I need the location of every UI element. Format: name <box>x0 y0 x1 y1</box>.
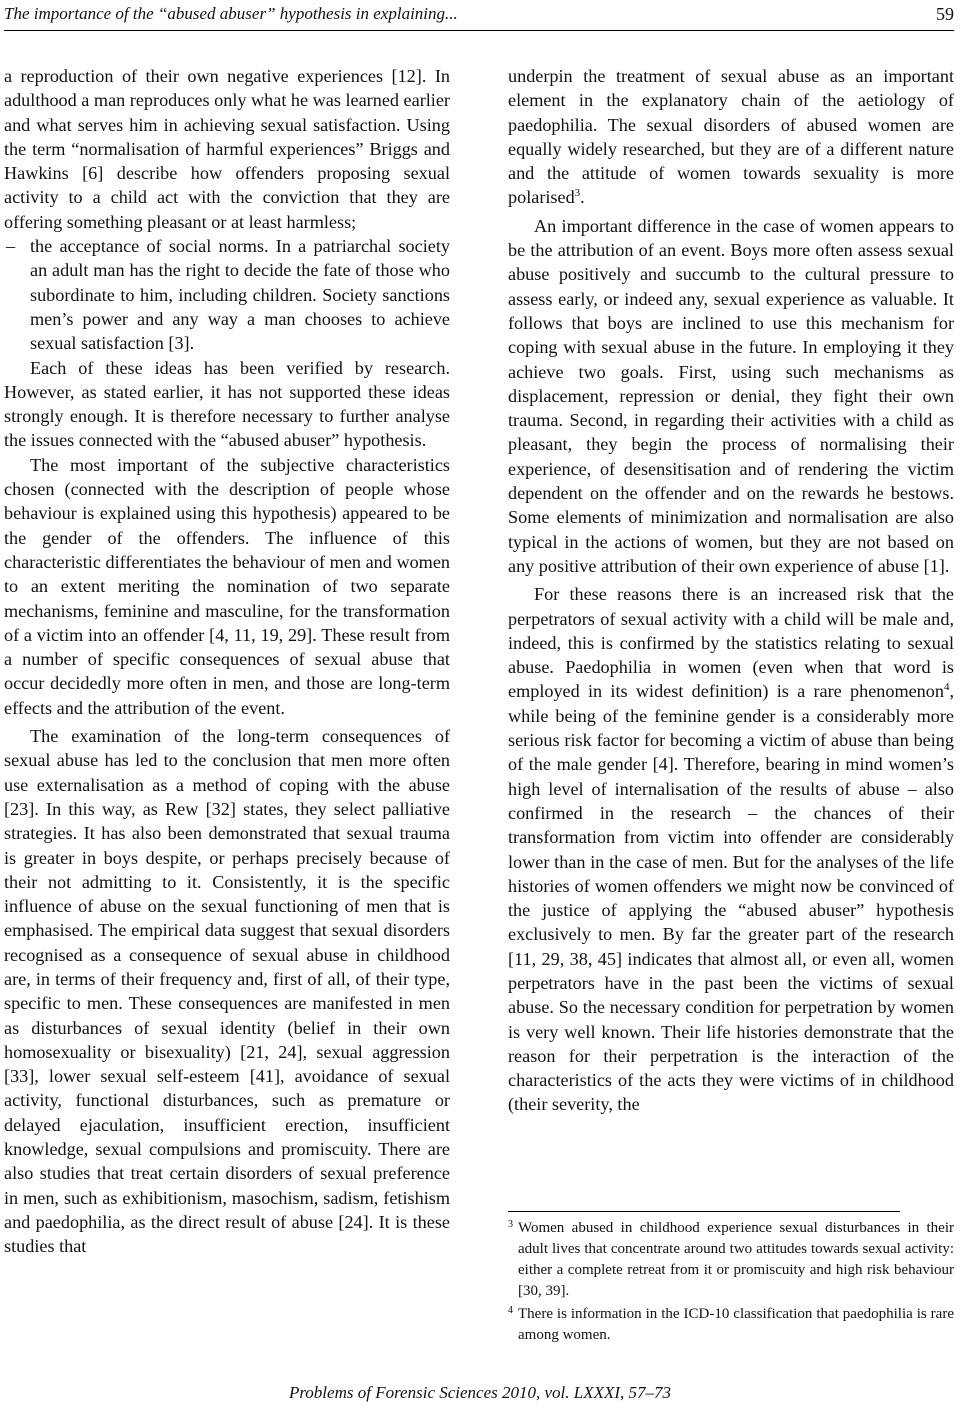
paragraph <box>508 582 954 1117</box>
paragraph-text: , while being of the feminine gender is a considerably more serious risk factor for becoming a victim of abuse than being of the male gender [4]. Therefore, bearing in mind women’s high level of internalisation of the results of abuse – also confirmed in the research – the chances of their transformation from victim into offender are considerably lower than in the case of men. But for the analyses of the life histories of women offenders we might now be convinced of the justice of applying the “abused abuser” hypothesis exclusively to men. By far the greater part of the research [11, 29, 38, 45] indicates that almost all, or even all, women perpetrators have in the past been the victims of sexual abuse. So the necessary condition for perpetration by women is very well known. Their life histories demonstrate that the reason for their perpetration is the interaction of the characteristics of the acts they were victims of in childhood (their severity, the <box>508 681 954 1115</box>
dash-list-item <box>4 234 450 355</box>
footnote-divider <box>508 1211 900 1212</box>
paragraph-text: For these reasons there is an increased risk that the perpetrators of sexual activity with a child will be male and, indeed, this is confirmed by the statistics relating to sexual abuse. Paedophilia in women (even when that word is employed in its widest definition) is a rare phenomenon <box>508 584 954 702</box>
page-number: 59 <box>936 4 954 24</box>
right-column <box>508 64 954 1117</box>
running-head-title: The importance of the “abused abuser” hypothesis in explaining... <box>4 4 458 23</box>
footnotes <box>508 1218 954 1348</box>
paragraph-text: . <box>580 187 585 208</box>
footnote-ref[interactable]: 4 <box>943 681 950 694</box>
footnote <box>508 1304 954 1346</box>
paragraph: The examination of the long-term consequences of sexual abuse has led to the conclusion that men more often use externalisation as a method of coping with the abuse [23]. In this way, as Rew [32] states, they select palliative strategies. It has also been demonstrated that sexual trauma is greater in boys despite, or perhaps precisely because of their not admitting to it. Consistently, it is the specific influence of abuse on the sexual functioning of men that is emphasised. The empirical data suggest that sexual disorders recognised as a consequence of sexual abuse in childhood are, in terms of their frequency and, first of all, of their type, specific to men. These consequences are manifested in men as disturbances of sexual identity (belief in their own homosexuality or bisexuality) [21, 24], sexual aggression [33], lower sexual self-esteem [41], avoidance of sexual activity, functional disturbances, such as premature or delayed ejaculation, insufficient erection, insufficient knowledge, sexual compulsions and promiscuity. There are also studies that treat certain disorders of sexual preference in men, such as exhibitionism, masochism, sadism, fetishism and paedophilia, as the direct result of abuse [24]. It is these studies that <box>4 726 450 1257</box>
footnote-mark: 3 <box>508 1219 513 1230</box>
paragraph: Each of these ideas has been verified by research. However, as stated earlier, it has not supported these ideas strongly enough. It is therefore necessary to further analyse the issues connected with the “abused abuser” hypothesis. <box>4 357 450 451</box>
dash-item-text: the acceptance of social norms. In a patriarchal society an adult man has the right to decide the fate of those who subordinate to him, including children. Society sanctions men’s power and any way a man chooses to achieve sexual satisfaction [3]. <box>30 236 450 354</box>
paragraph: a reproduction of their own negative experiences [12]. In adulthood a man reproduces only what he was learned earlier and what serves him in achieving sexual satisfaction. Using the term “normalisation of harmful experiences” Briggs and Hawkins [6] describe how offenders proposing sexual activity to a child act with the conviction that they are offering something pleasant or at least harmless; <box>4 66 450 232</box>
footnote-ref[interactable]: 3 <box>574 187 581 200</box>
footnote-mark: 4 <box>508 1305 513 1316</box>
paragraph <box>508 64 954 210</box>
left-column <box>4 64 450 1259</box>
dash-marker: – <box>6 236 16 257</box>
footnote <box>508 1218 954 1302</box>
paragraph-text: underpin the treatment of sexual abuse as an important element in the explanatory chain of the aetiology of paedophilia. The sexual disorders of abused women are equally widely researched, but they are of a different nature and the attitude of women towards sexuality is more polarised <box>508 66 954 208</box>
paragraph: The most important of the subjective characteristics chosen (connected with the description of people whose behaviour is explained using this hypothesis) appeared to be the gender of the offenders. The influence of this characteristic differentiates the behaviour of men and women to an extent meriting the nomination of two separate mechanisms, feminine and masculine, for the transformation of a victim into an offender [4, 11, 19, 29]. These result from a number of specific consequences of sexual abuse that occur decidedly more often in men, and those are long-term effects and the attribution of the event. <box>4 454 450 718</box>
footnote-text: There is information in the ICD-10 classification that paedophilia is rare among women. <box>518 1306 954 1343</box>
journal-footer: Problems of Forensic Sciences 2010, vol. LXXXI, 57–73 <box>288 1383 672 1402</box>
running-head <box>4 0 954 31</box>
footnote-text: Women abused in childhood experience sexual disturbances in their adult lives that concentrate around two attitudes towards sexual activity: either a complete retreat from it or promiscuity and high risk behaviour [30, 39]. <box>518 1220 954 1299</box>
paragraph: An important difference in the case of women appears to be the attribution of an event. Boys more often assess sexual abuse positively and succumb to the cultural pressure to assess early, or indeed any, sexual experience as valuable. It follows that boys are inclined to use this mechanism for coping with sexual abuse in the future. In employing it they achieve two goals. First, using such mechanisms as displacement, repression or denial, they fight their own trauma. Second, in regarding their activities with a child as pleasant, they begin the process of normalising their experience, of desensitisation and of rendering the victim dependent on the offender and on the rewards he bestows. Some elements of minimization and normalisation are also typical in the actions of women, but they are not based on any positive attribution of their own experience of abuse [1]. <box>508 215 954 576</box>
